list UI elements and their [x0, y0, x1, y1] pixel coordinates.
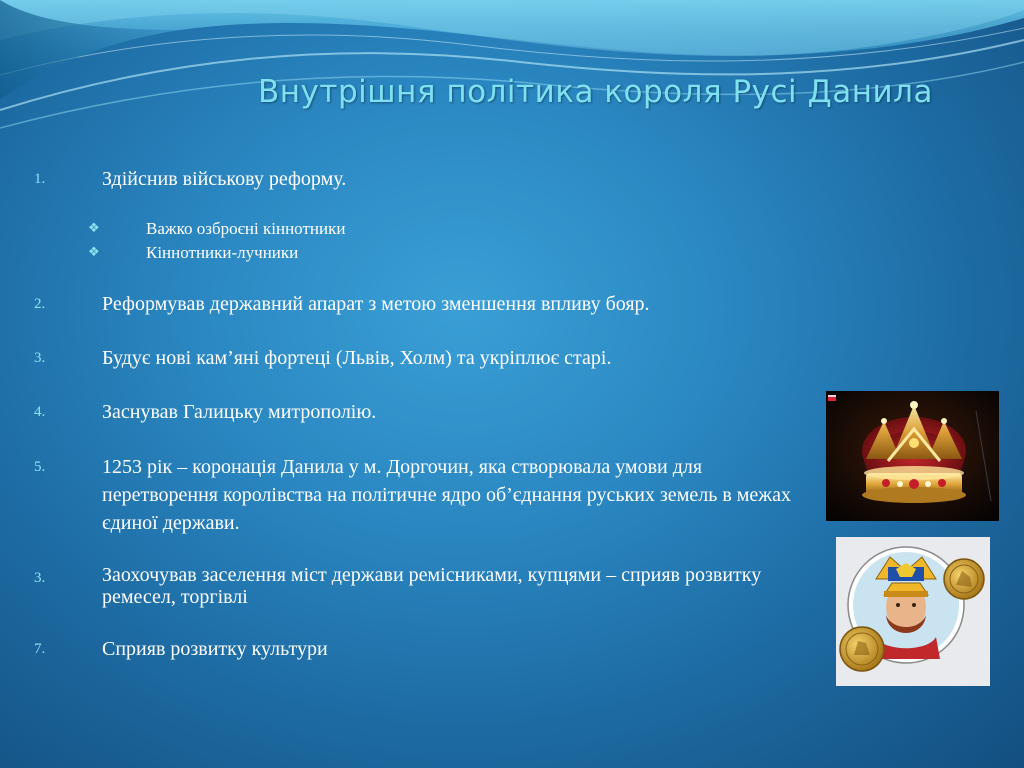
item-text: Заснував Галицьку митрополію.: [102, 401, 377, 423]
item-number: 5.: [34, 459, 46, 475]
slide-title: Внутрішня політика короля Русі Данила: [258, 74, 933, 110]
king-portrait-icon: [836, 537, 990, 686]
sub-item-text: Кіннотники-лучники: [146, 243, 299, 262]
item-number: 3.: [34, 570, 46, 586]
crown-image: [826, 391, 999, 521]
item-number: 1.: [34, 171, 46, 187]
portrait-image: [836, 537, 990, 686]
sub-list-item: [88, 241, 488, 265]
diamond-bullet-icon: ❖: [88, 221, 100, 236]
diamond-bullet-icon: ❖: [88, 245, 100, 260]
item-number: 7.: [34, 641, 46, 657]
list-item: [0, 398, 830, 426]
item-text: Будує нові кам’яні фортеці (Львів, Холм) та укріплює старі.: [102, 347, 612, 369]
item-number: 2.: [34, 296, 46, 312]
list-item: [0, 165, 830, 193]
item-text: Реформував державний апарат з метою зменшення впливу бояр.: [102, 293, 650, 315]
item-text: Здійснив військову реформу.: [102, 168, 347, 190]
item-number: 3.: [34, 350, 46, 366]
item-text: Заохочував заселення міст держави ремісниками, купцями – сприяв розвитку ремесел, торгівлі: [102, 564, 762, 608]
list-item: [0, 564, 830, 612]
list-item: [0, 290, 830, 318]
list-item: [0, 344, 830, 372]
sub-list-item: [88, 217, 488, 241]
list-item: [0, 453, 830, 537]
item-text: 1253 рік – коронація Данила у м. Доргочин, яка створювала умови для перетворення королівства на політичне ядро об’єднання руських земель в межах єдиної держави.: [102, 456, 791, 534]
list-item: [0, 635, 830, 663]
sub-item-text: Важко озброєні кіннотники: [146, 219, 346, 238]
item-number: 4.: [34, 404, 46, 420]
item-text: Сприяв розвитку культури: [102, 638, 328, 660]
crown-icon: [826, 391, 999, 521]
